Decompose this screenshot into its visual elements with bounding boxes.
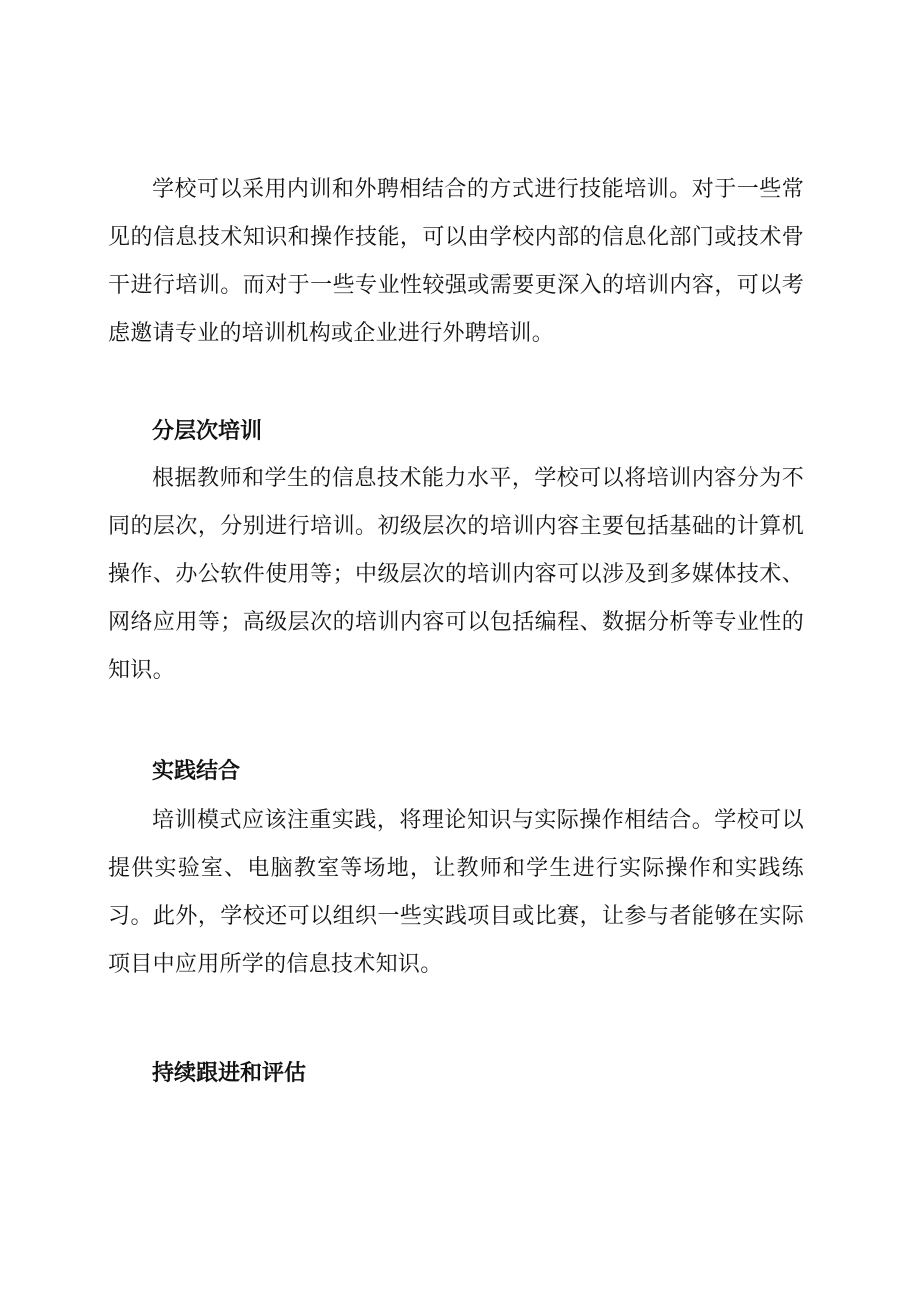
heading-followup-evaluation: 持续跟进和评估 bbox=[152, 1061, 307, 1086]
heading-practice-combination: 实践结合 bbox=[152, 759, 241, 784]
paragraph-practice-combination: 培训模式应该注重实践，将理论知识与实际操作相结合。学校可以提供实验室、电脑教室等场地，让教师和学生进行实际操作和实践练习。此外，学校还可以组织一些实践项目或比赛，让参与者能够在实际项目中应用所学的信息技术知识。 bbox=[108, 808, 804, 977]
heading-layered-training: 分层次培训 bbox=[152, 419, 263, 444]
paragraph-layered-training: 根据教师和学生的信息技术能力水平，学校可以将培训内容分为不同的层次，分别进行培训。初级层次的培训内容主要包括基础的计算机操作、办公软件使用等；中级层次的培训内容可以涉及到多媒体技术、网络应用等；高级层次的培训内容可以包括编程、数据分析等专业性的知识。 bbox=[108, 466, 804, 683]
paragraph-training-approach: 学校可以采用内训和外聘相结合的方式进行技能培训。对于一些常见的信息技术知识和操作技能，可以由学校内部的信息化部门或技术骨干进行培训。而对于一些专业性较强或需要更深入的培训内容，可以考虑邀请专业的培训机构或企业进行外聘培训。 bbox=[108, 177, 804, 346]
